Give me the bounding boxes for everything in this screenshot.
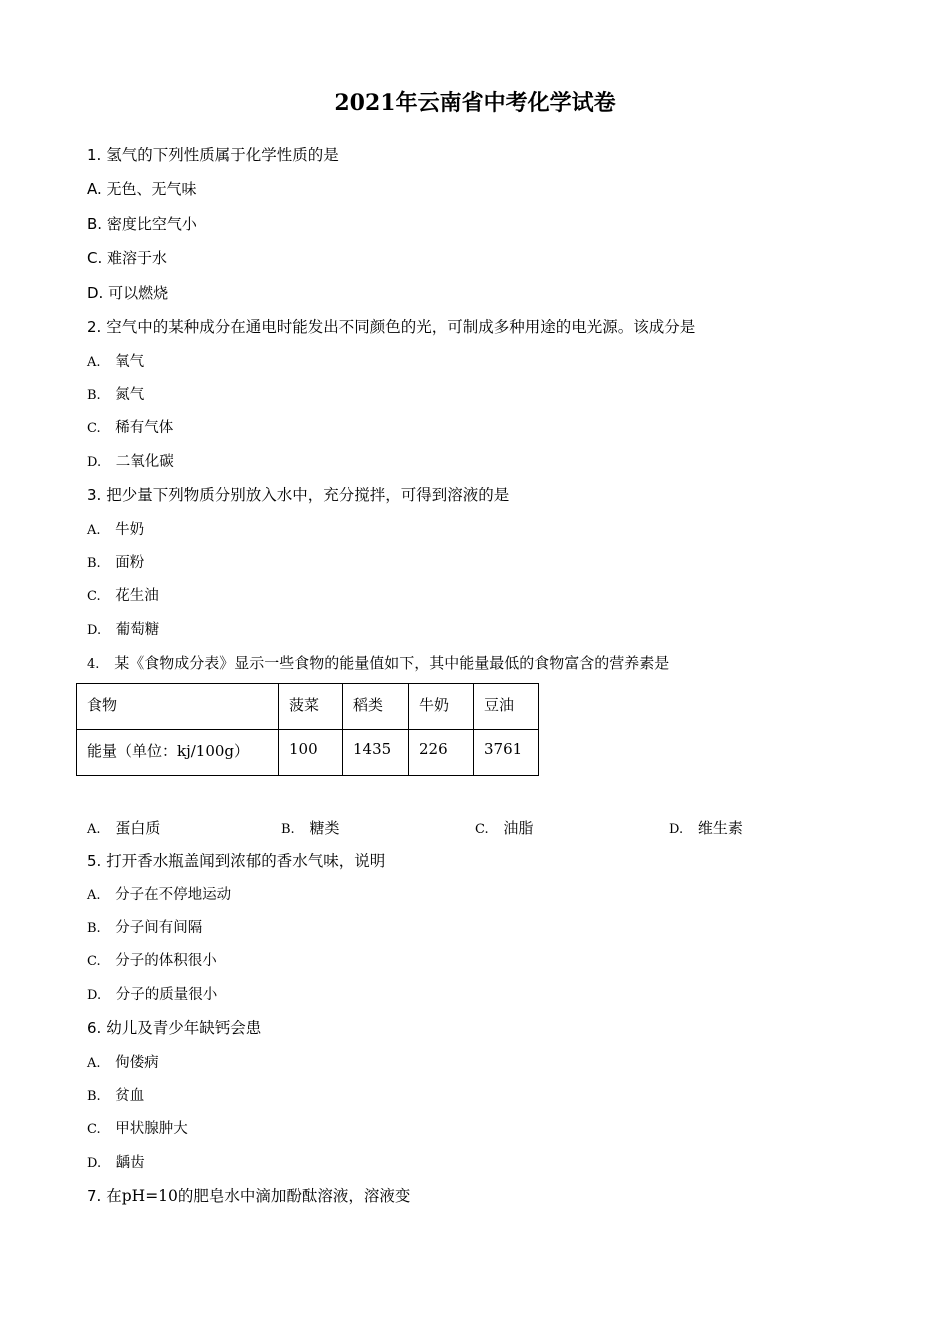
question-stem: 某《食物成分表》显示一些食物的能量值如下，其中能量最低的食物富含的营养素是 bbox=[114, 654, 670, 672]
table-cell: 豆油 bbox=[474, 684, 539, 730]
q5-option-c bbox=[87, 951, 217, 972]
option-letter: A. bbox=[87, 523, 101, 538]
table-row bbox=[77, 684, 539, 730]
table-cell: 226 bbox=[409, 730, 474, 776]
option-text: 贫血 bbox=[115, 1088, 145, 1104]
option-text: 无色、无气味 bbox=[106, 180, 197, 198]
table-cell: 食物 bbox=[77, 684, 279, 730]
table-cell: 1435 bbox=[343, 730, 409, 776]
option-letter: B. bbox=[87, 556, 101, 571]
option-text: 分子在不停地运动 bbox=[115, 887, 232, 903]
question-1 bbox=[87, 145, 339, 165]
question-number: 3. bbox=[87, 486, 102, 504]
option-text: 分子的体积很小 bbox=[115, 953, 217, 969]
option-text: 维生素 bbox=[697, 819, 743, 837]
question-stem: 空气中的某种成分在通电时能发出不同颜色的光，可制成多种用途的电光源。该成分是 bbox=[106, 318, 696, 336]
option-text: 佝偻病 bbox=[115, 1055, 159, 1071]
q1-option-a bbox=[87, 179, 197, 199]
option-text: 分子的质量很小 bbox=[115, 987, 218, 1003]
option-text: 可以燃烧 bbox=[108, 284, 169, 302]
option-letter: A. bbox=[87, 888, 101, 903]
table-cell: 牛奶 bbox=[409, 684, 474, 730]
q4-option-c bbox=[475, 817, 533, 838]
question-number: 7. bbox=[87, 1187, 102, 1205]
q2-option-c bbox=[87, 418, 173, 439]
q4-option-d bbox=[669, 817, 743, 838]
question-5 bbox=[87, 851, 385, 871]
option-letter: B. bbox=[87, 388, 101, 403]
q3-option-a bbox=[87, 520, 144, 541]
option-text: 分子间有间隔 bbox=[115, 920, 203, 936]
option-letter: C. bbox=[87, 421, 101, 436]
option-text: 葡萄糖 bbox=[115, 622, 160, 638]
food-energy-table bbox=[76, 683, 539, 776]
table-row bbox=[77, 730, 539, 776]
option-text: 稀有气体 bbox=[115, 420, 174, 436]
q6-option-a bbox=[87, 1053, 159, 1074]
q3-option-d bbox=[87, 620, 159, 641]
option-letter: B. bbox=[281, 822, 295, 837]
option-letter: D. bbox=[87, 988, 102, 1003]
question-number: 4. bbox=[87, 657, 100, 672]
option-letter: B. bbox=[87, 921, 101, 936]
option-text: 二氧化碳 bbox=[115, 454, 174, 470]
option-text: 难溶于水 bbox=[107, 249, 168, 267]
option-letter: C. bbox=[87, 1122, 101, 1137]
q6-option-d bbox=[87, 1153, 145, 1174]
q2-option-a bbox=[87, 352, 144, 373]
question-4 bbox=[87, 653, 669, 675]
option-letter: D. bbox=[669, 822, 684, 837]
option-text: 甲状腺肿大 bbox=[115, 1121, 188, 1137]
option-letter: B. bbox=[87, 1089, 101, 1104]
option-text: 油脂 bbox=[503, 819, 534, 837]
option-letter: A. bbox=[87, 355, 101, 370]
option-letter: A. bbox=[87, 180, 102, 198]
table-cell: 3761 bbox=[474, 730, 539, 776]
option-letter: C. bbox=[87, 249, 103, 267]
question-stem: 氢气的下列性质属于化学性质的是 bbox=[106, 146, 339, 164]
question-stem: 在pH=10的肥皂水中滴加酚酞溶液，溶液变 bbox=[106, 1187, 411, 1205]
option-text: 氧气 bbox=[115, 354, 145, 370]
option-text: 蛋白质 bbox=[115, 819, 161, 837]
question-7 bbox=[87, 1186, 410, 1206]
q5-option-d bbox=[87, 985, 217, 1006]
option-letter: C. bbox=[475, 822, 489, 837]
q3-option-c bbox=[87, 586, 159, 607]
table-cell: 能量（单位：kj/100g） bbox=[77, 730, 279, 776]
table-cell: 菠菜 bbox=[279, 684, 343, 730]
option-letter: D. bbox=[87, 1156, 102, 1171]
q6-option-b bbox=[87, 1086, 144, 1107]
option-letter: C. bbox=[87, 954, 101, 969]
option-letter: C. bbox=[87, 589, 101, 604]
option-text: 龋齿 bbox=[115, 1155, 145, 1171]
q6-option-c bbox=[87, 1119, 188, 1140]
option-letter: D. bbox=[87, 623, 102, 638]
q1-option-b bbox=[87, 214, 197, 234]
question-3 bbox=[87, 485, 509, 505]
option-text: 密度比空气小 bbox=[106, 215, 197, 233]
question-6 bbox=[87, 1018, 261, 1038]
q4-option-a bbox=[87, 817, 160, 838]
q5-option-b bbox=[87, 918, 202, 939]
option-text: 氮气 bbox=[115, 387, 145, 403]
q2-option-b bbox=[87, 385, 144, 406]
option-letter: B. bbox=[87, 215, 103, 233]
option-letter: A. bbox=[87, 822, 101, 837]
q5-option-a bbox=[87, 885, 231, 906]
q1-option-c bbox=[87, 248, 167, 268]
option-text: 牛奶 bbox=[115, 522, 145, 538]
question-2 bbox=[87, 317, 695, 337]
q4-option-b bbox=[281, 817, 339, 838]
q2-option-d bbox=[87, 452, 174, 473]
option-text: 花生油 bbox=[115, 588, 159, 604]
option-letter: D. bbox=[87, 455, 102, 470]
question-number: 2. bbox=[87, 318, 102, 336]
option-text: 面粉 bbox=[115, 555, 145, 571]
option-text: 糖类 bbox=[309, 819, 340, 837]
option-letter: A. bbox=[87, 1056, 101, 1071]
question-number: 6. bbox=[87, 1019, 102, 1037]
option-letter: D. bbox=[87, 284, 104, 302]
table-cell: 稻类 bbox=[343, 684, 409, 730]
table-cell: 100 bbox=[279, 730, 343, 776]
q3-option-b bbox=[87, 553, 144, 574]
page-title: 2021年云南省中考化学试卷 bbox=[334, 90, 616, 116]
question-number: 5. bbox=[87, 852, 102, 870]
question-stem: 幼儿及青少年缺钙会患 bbox=[106, 1019, 262, 1037]
q1-option-d bbox=[87, 283, 168, 303]
question-stem: 把少量下列物质分别放入水中，充分搅拌，可得到溶液的是 bbox=[106, 486, 510, 504]
question-stem: 打开香水瓶盖闻到浓郁的香水气味，说明 bbox=[106, 852, 386, 870]
question-number: 1. bbox=[87, 146, 102, 164]
